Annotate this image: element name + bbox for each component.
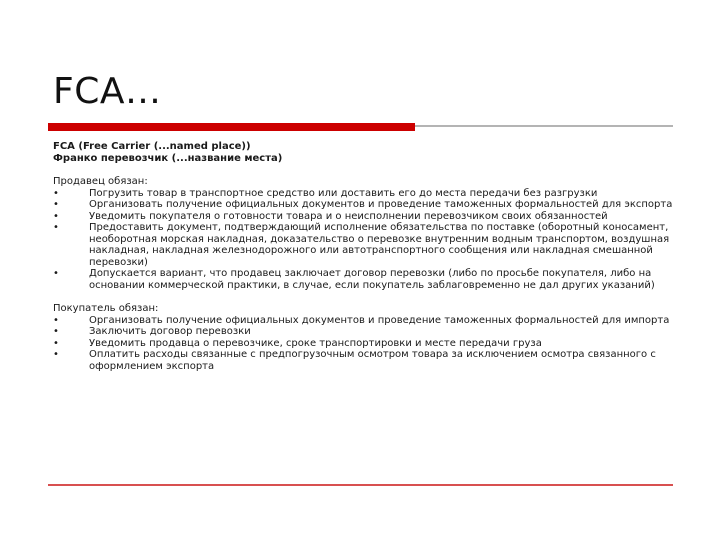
- buyer-heading: Покупатель обязан:: [53, 303, 159, 314]
- list-item-text: Оплатить расходы связанные с предпогрузочным осмотром товара за исключением осмотра связанного с оформлением экспорта: [89, 349, 656, 372]
- list-item-text: Организовать получение официальных документов и проведение таможенных формальностей для экспорта: [89, 199, 673, 210]
- bullet-dot-icon: •: [53, 187, 59, 199]
- seller-obligations-list: [53, 188, 673, 292]
- bullet-dot-icon: •: [53, 314, 59, 326]
- list-item: [53, 199, 673, 211]
- bullet-dot-icon: •: [53, 222, 59, 233]
- bullet-dot-icon: •: [53, 268, 59, 279]
- bullet-dot-icon: •: [53, 337, 59, 349]
- footer-divider-line: [48, 484, 673, 486]
- slide-title: FCA…: [53, 71, 162, 112]
- list-item: [53, 326, 673, 338]
- buyer-obligations-list: [53, 315, 673, 373]
- list-item-text: Заключить договор перевозки: [89, 326, 251, 337]
- list-item: [53, 211, 673, 223]
- bullet-dot-icon: •: [53, 199, 59, 210]
- bullet-dot-icon: •: [53, 210, 59, 222]
- list-item-text: Уведомить покупателя о готовности товара и о неисполнении перевозчиком своих обязанностей: [89, 210, 608, 222]
- list-item-text: Допускается вариант, что продавец заключает договор перевозки (либо по просьбе покупателя, либо на основании коммерческой практики, в случае, если покупатель заблаговременно не дал других указаний): [89, 268, 655, 291]
- seller-heading: Продавец обязан:: [53, 176, 148, 187]
- slide-content: [53, 141, 673, 372]
- list-item: [53, 268, 673, 291]
- list-item: [53, 338, 673, 350]
- list-item: [53, 222, 673, 268]
- bullet-dot-icon: •: [53, 326, 59, 337]
- list-item: [53, 349, 673, 372]
- list-item-text: Предоставить документ, подтверждающий исполнение обязательства по поставке (оборотный коносамент, необоротная морская накладная, доказательство о перевозке внутренним водным транспортом, воздушная накладная, накладная железнодорожного или автотранспортного сообщения или накладная смешанной перевозки): [89, 222, 670, 268]
- bullet-dot-icon: •: [53, 349, 59, 360]
- list-item: [53, 315, 673, 327]
- title-divider-line: [415, 125, 673, 127]
- list-item-text: Погрузить товар в транспортное средство или доставить его до места передачи без разгрузки: [89, 187, 598, 199]
- subtitle-russian: Франко перевозчик (...название места): [53, 152, 283, 164]
- list-item-text: Уведомить продавца о перевозчике, сроке транспортировки и месте передачи груза: [89, 337, 542, 349]
- title-accent-bar: [48, 123, 415, 131]
- list-item-text: Организовать получение официальных документов и проведение таможенных формальностей для импорта: [89, 314, 670, 326]
- subtitle-english: FCA (Free Carrier (...named place)): [53, 141, 251, 152]
- list-item: [53, 188, 673, 200]
